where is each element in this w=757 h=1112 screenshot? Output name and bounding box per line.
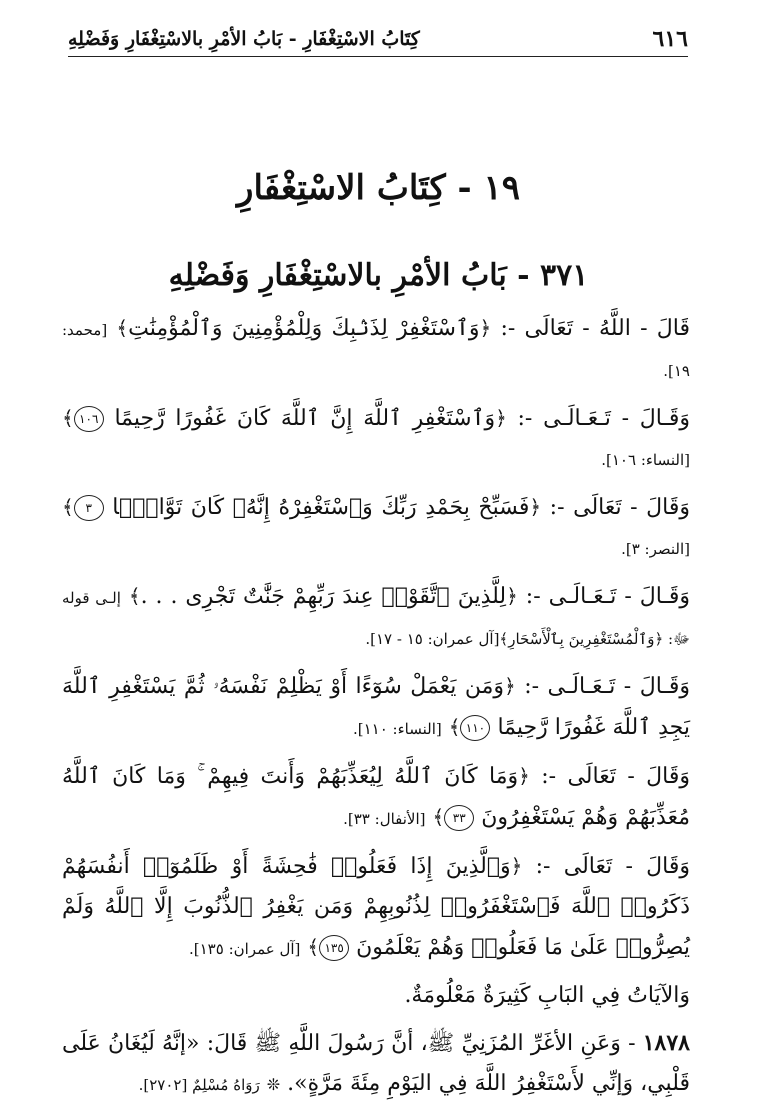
page-number: ٦١٦ [652, 26, 688, 52]
verse-open-bracket: ﴿ [495, 406, 507, 430]
verse-open-bracket: ﴿ [506, 584, 518, 608]
ayah-number-mark: ١٣٥ [319, 935, 349, 961]
verse-open-bracket: ﴿ [510, 854, 523, 878]
verse-close-bracket: ﴾ [448, 715, 461, 739]
verse-paragraph-5 [62, 666, 690, 749]
verse-text: وَٱسْتَغْفِرْ لِذَنۢبِكَ وَلِلْمُؤْمِنِينَ وَٱلْمُؤْمِنَٰتِ [128, 316, 480, 341]
verse-reference: [النصر: ٣]. [621, 540, 690, 558]
verse-reference: [النساء: ١٠٦]. [601, 451, 690, 469]
verse-intro: وَقَـالَ - تَـعَـالَـى -: [506, 406, 690, 431]
verse-reference: [محمد: ١٩]. [62, 321, 690, 380]
verse-reference: [آل عمران: ١٣٥]. [189, 940, 301, 958]
verse-close-bracket: ﴾ [432, 805, 445, 829]
verse-paragraph-6 [62, 756, 690, 839]
ayah-number-mark: ٣ [74, 495, 104, 521]
verse-intro: وَقَالَ - تَعَالَى -: [522, 854, 691, 879]
verse-intro: قَالَ - اللَّهُ - تَعَالَى -: [491, 316, 690, 341]
verse-text: لِلَّذِينَ ٱتَّقَوْا۟ عِندَ رَبِّهِمْ جَنَّٰتٌ تَجْرِى . . . [140, 584, 507, 609]
verse-text: فَسَبِّحْ بِحَمْدِ رَبِّكَ وَٱسْتَغْفِرْهُ إِنَّهُۥ كَانَ تَوَّابًۢا [112, 495, 530, 520]
book-title: ١٩ - كِتَابُ الاسْتِغْفَارِ [237, 168, 520, 208]
verse-open-bracket: ﴿ [479, 316, 492, 340]
verse-close-bracket: ﴾ [307, 935, 320, 959]
verse-intro: وَقَـالَ - تَـعَـالَـى -: [515, 674, 690, 699]
page-header [68, 22, 688, 57]
verse-paragraph-4 [62, 576, 690, 659]
verse-reference: [النساء: ١١٠]. [352, 720, 442, 738]
verse-reference: إلـى قوله ﷻ: ﴿وَٱلْمُسْتَغْفِرِينَ بِٱلْأَسْحَارِ﴾[آل عمران: ١٥ - ١٧]. [62, 589, 690, 648]
verse-intro: وَقَالَ - تَعَالَى -: [529, 764, 690, 789]
verse-paragraph-2 [62, 398, 690, 480]
verse-text: وَمَا كَانَ ٱللَّهُ لِيُعَذِّبَهُمْ وَأَنتَ فِيهِمْ ۚ وَمَا كَانَ ٱللَّهُ مُعَذِّبَهُمْ وَهُمْ يَسْتَغْفِرُونَ [62, 764, 690, 830]
verse-open-bracket: ﴿ [504, 674, 516, 698]
verse-close-bracket: ﴾ [116, 316, 129, 340]
verse-open-bracket: ﴿ [518, 764, 530, 788]
verse-text: وَٱسْتَغْفِرِ ٱللَّهَ إِنَّ ٱللَّهَ كَانَ غَفُورًا رَّحِيمًا [114, 406, 496, 431]
star-ornament-icon: ❊ [266, 1075, 281, 1094]
hadith-number: ١٨٧٨ [642, 1030, 690, 1056]
hadith-text: - وَعَنِ الأغَرِّ المُزَنِيِّ ﷺ، أنَّ رَسُولَ اللَّهِ ﷺ قَالَ: «إنَّهُ لَيُغَانُ عَلَى قَلْبِي، وَإنِّي لأَسْتَغْفِرُ اللَّهَ فِي اليَوْمِ مِئَةَ مَرَّةٍ». [62, 1031, 690, 1096]
verse-reference: [الأنفال: ٣٣]. [343, 810, 426, 828]
verse-paragraph-3 [62, 487, 690, 569]
verse-close-bracket: ﴾ [62, 406, 74, 430]
running-title: كِتَابُ الاسْتِغْفَارِ - بَابُ الأمْرِ بالاسْتِغْفَارِ وَفَضْلِهِ [68, 28, 420, 50]
verse-text: وَمَن يَعْمَلْ سُوٓءًا أَوْ يَظْلِمْ نَفْسَهُۥ ثُمَّ يَسْتَغْفِرِ ٱللَّهَ يَجِدِ ٱللَّهَ غَفُورًا رَّحِيمًا [62, 674, 690, 740]
hadith-paragraph [62, 1023, 690, 1105]
page-body [62, 308, 690, 1112]
hadith-source: رَوَاهُ مُسْلِمٌ [٢٧٠٢]. [138, 1076, 260, 1094]
verse-text: وَٱلَّذِينَ إِذَا فَعَلُوا۟ فَٰحِشَةً أَوْ ظَلَمُوٓا۟ أَنفُسَهُمْ ذَكَرُوا۟ ٱللَّهَ فَٱسْتَغْفَرُوا۟ لِذُنُوبِهِمْ وَمَن يَغْفِرُ ٱلذُّنُوبَ إِلَّا ٱللَّهُ وَلَمْ يُصِرُّوا۟ عَلَىٰ مَا فَعَلُوا۟ وَهُمْ يَعْلَمُونَ [62, 854, 690, 960]
ayah-number-mark: ١١٠ [460, 715, 490, 741]
closing-line: وَالآيَاتُ فِي البَابِ كَثِيرَةٌ مَعْلُومَةٌ. [404, 983, 690, 1008]
verse-close-bracket: ﴾ [128, 584, 141, 608]
verse-open-bracket: ﴿ [529, 495, 542, 519]
verse-paragraph-1 [62, 308, 690, 391]
ayah-number-mark: ١٠٦ [74, 406, 104, 432]
verse-intro: وَقَالَ - تَعَالَى -: [541, 495, 690, 520]
verse-intro: وَقَـالَ - تَـعَـالَـى -: [517, 584, 691, 609]
verse-close-bracket: ﴾ [62, 495, 74, 519]
verse-paragraph-7 [62, 846, 690, 969]
chapter-title: ٣٧١ - بَابُ الأمْرِ بالاسْتِغْفَارِ وَفَضْلِهِ [168, 258, 589, 293]
ayah-number-mark: ٣٣ [444, 805, 474, 831]
